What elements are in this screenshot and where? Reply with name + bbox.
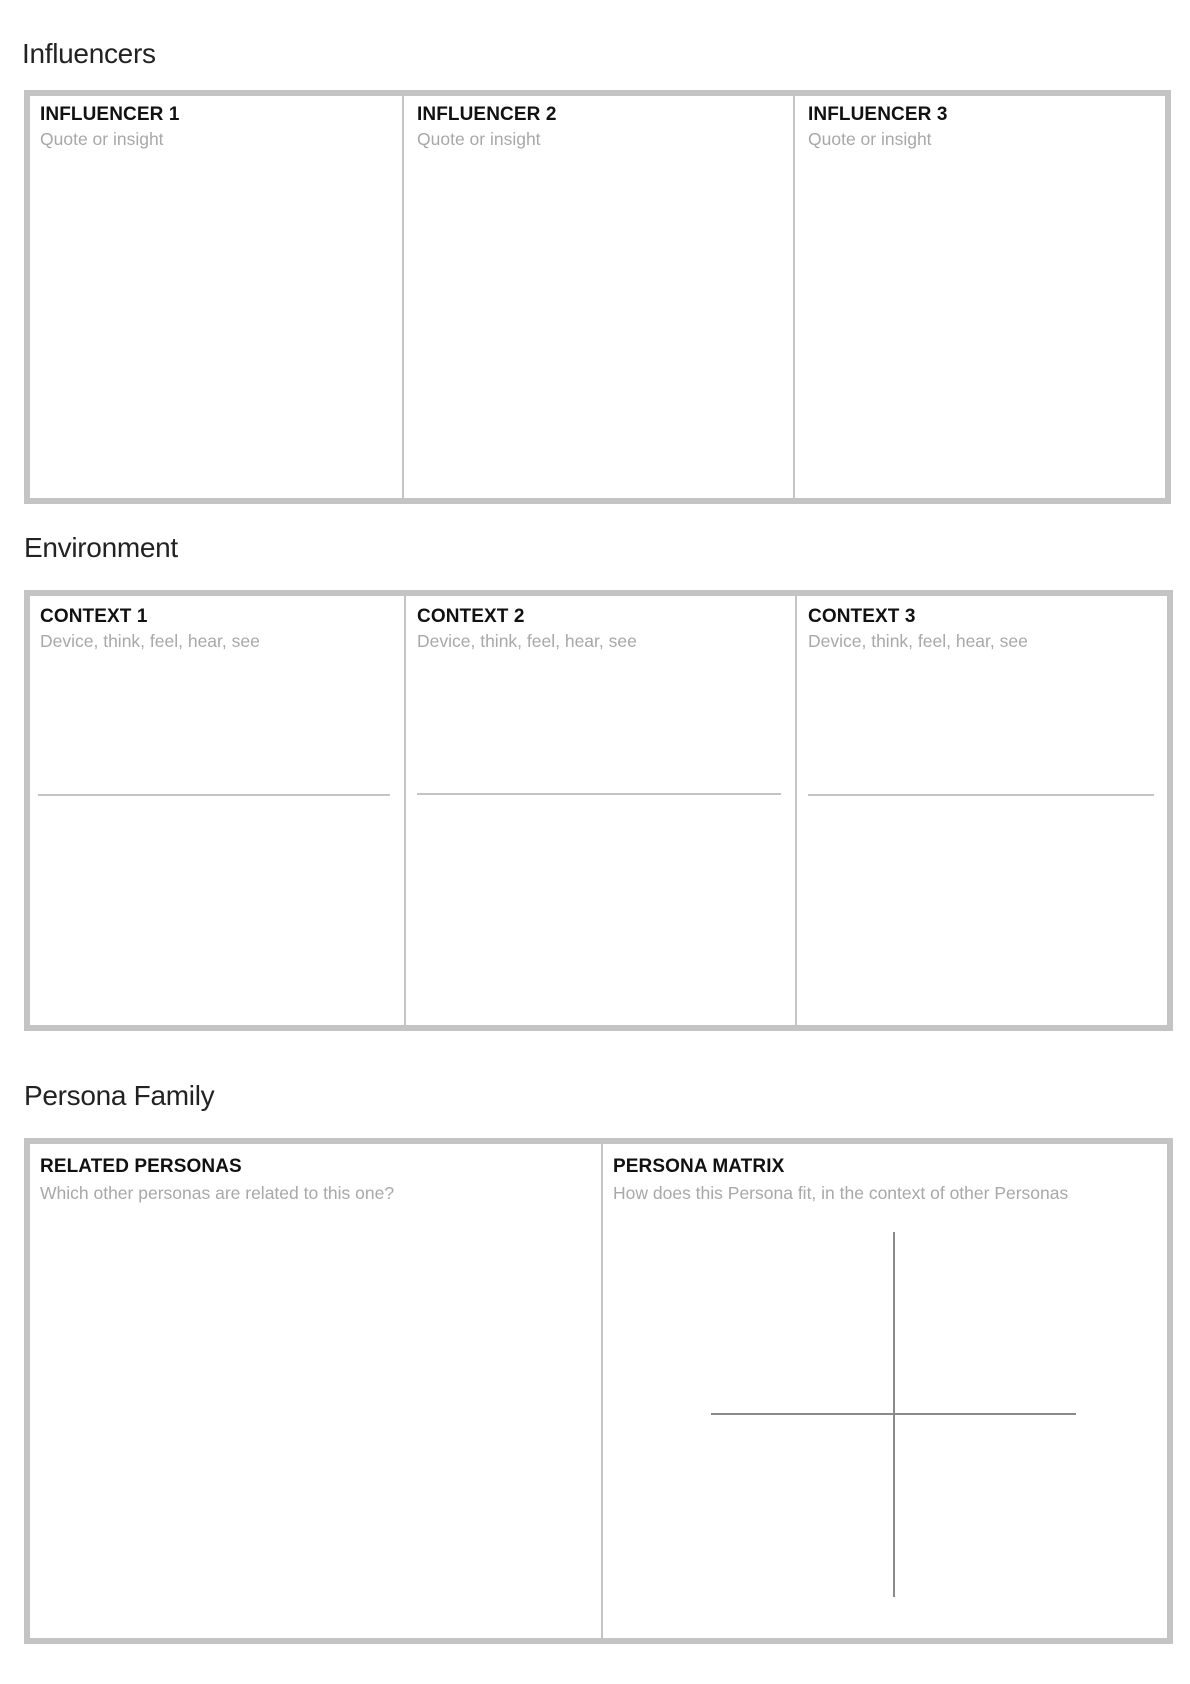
influencer-3-hint: Quote or insight <box>808 129 932 149</box>
persona-matrix-hint: How does this Persona fit, in the context of other Personas <box>613 1183 1069 1203</box>
persona-family-panel <box>24 1138 1173 1644</box>
persona-family-heading: Persona Family <box>24 1080 215 1111</box>
persona-matrix-title: PERSONA MATRIX <box>613 1156 785 1177</box>
influencers-panel <box>24 90 1171 504</box>
persona-matrix-horizontal-axis <box>711 1413 1076 1415</box>
context-1-separator <box>38 794 390 796</box>
influencers-divider-1 <box>402 96 404 498</box>
context-2-title: CONTEXT 2 <box>417 606 525 627</box>
context-1-hint: Device, think, feel, hear, see <box>40 631 260 651</box>
context-3-title: CONTEXT 3 <box>808 606 916 627</box>
related-personas-hint: Which other personas are related to this one? <box>40 1183 395 1203</box>
influencers-divider-2 <box>793 96 795 498</box>
influencer-2-title: INFLUENCER 2 <box>417 104 557 125</box>
influencer-1-hint: Quote or insight <box>40 129 164 149</box>
context-2-separator <box>417 793 781 795</box>
context-3-separator <box>808 794 1154 796</box>
environment-heading: Environment <box>24 532 178 563</box>
influencer-3-title: INFLUENCER 3 <box>808 104 948 125</box>
environment-divider-2 <box>795 596 797 1025</box>
influencer-1-title: INFLUENCER 1 <box>40 104 180 125</box>
environment-panel <box>24 590 1173 1031</box>
context-3-hint: Device, think, feel, hear, see <box>808 631 1028 651</box>
environment-divider-1 <box>404 596 406 1025</box>
influencers-heading: Influencers <box>22 38 156 69</box>
context-1-title: CONTEXT 1 <box>40 606 148 627</box>
related-personas-title: RELATED PERSONAS <box>40 1156 242 1177</box>
persona-family-divider <box>601 1144 603 1638</box>
context-2-hint: Device, think, feel, hear, see <box>417 631 637 651</box>
influencer-2-hint: Quote or insight <box>417 129 541 149</box>
